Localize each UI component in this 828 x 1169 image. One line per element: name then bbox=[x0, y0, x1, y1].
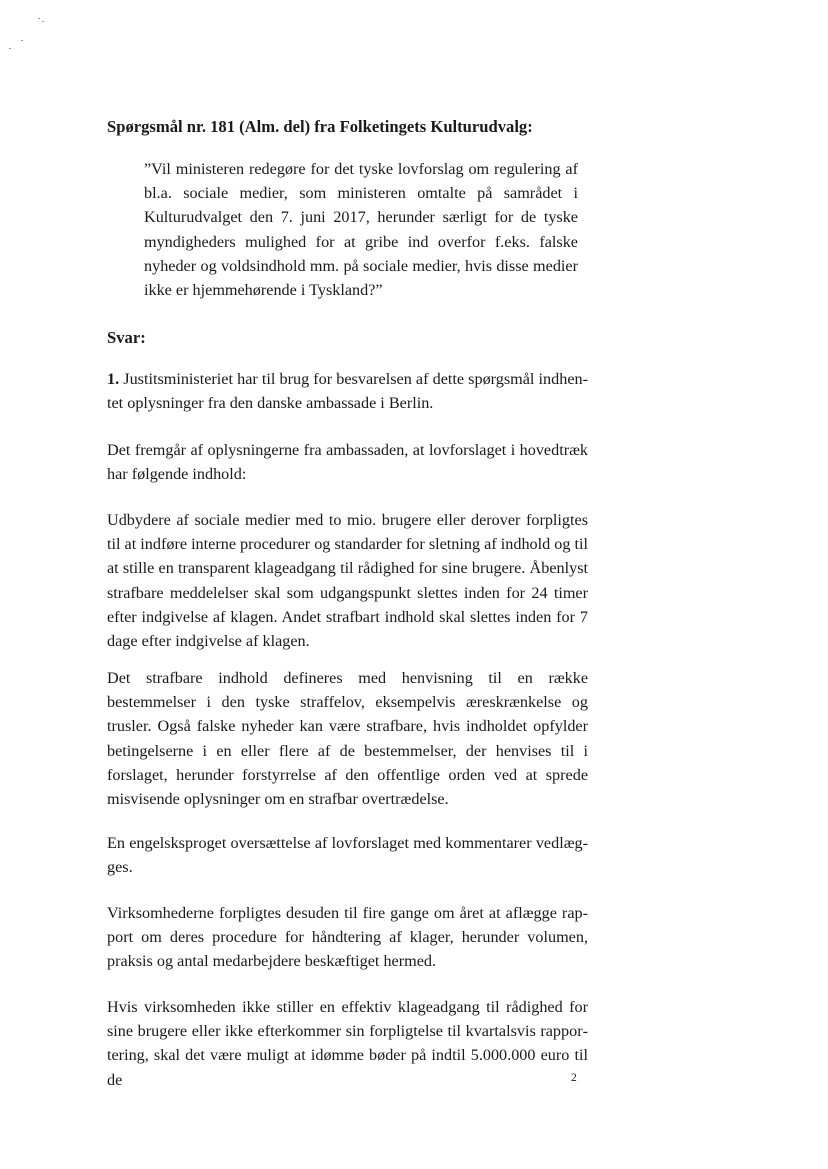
paragraph-text: Justitsministeriet har til brug for besvarelsen af dette spørgsmål indhentet oplysninger fra den danske ambassade i Berlin. bbox=[107, 370, 588, 413]
answer-paragraph-4: Det strafbare indhold defineres med henvisning til en række bestemmelser i den tyske straffelov, eksempelvis æreskrænkelse og trusler. Også falske nyheder kan være strafbare, hvis indholdet opfylder betingelserne i en eller flere af de bestemmelser, der henvises til i forslaget, herunder forstyrrelse af den offentlige orden ved at sprede misvisende oplysninger om en strafbar overtrædelse. bbox=[107, 669, 588, 809]
answer-label: Svar: bbox=[107, 328, 146, 347]
answer-paragraph-1 bbox=[107, 367, 588, 415]
page-number: 2 bbox=[571, 1072, 577, 1084]
question-heading: Spørgsmål nr. 181 (Alm. del) fra Folketingets Kulturudvalg: bbox=[107, 117, 533, 136]
scan-speck bbox=[42, 21, 44, 22]
paragraph-number: 1. bbox=[107, 370, 120, 388]
answer-paragraph-3: Udbydere af sociale medier med to mio. brugere eller derover forpligtes til at indføre interne procedurer og standarder for sletning af indhold og til at stille en transparent klageadgang til rådighed for sine brugere. Åbenlyst strafbare meddelelser skal som udgangspunkt slettes inden for 24 timer efter indgivelse af klagen. Andet strafbart indhold skal slettes inden for 7 dage efter indgivelse af klagen. bbox=[107, 511, 588, 651]
answer-paragraph-7: Hvis virksomheden ikke stiller en effektiv klageadgang til rådighed for sine brugere eller ikke efterkommer sin forpligtelse til kvartalsvis rapportering, skal det være muligt at idømme bøder på indtil 5.000.000 euro til de bbox=[107, 998, 588, 1089]
scan-speck bbox=[38, 18, 40, 19]
answer-paragraph-2: Det fremgår af oplysningerne fra ambassaden, at lovforslaget i hovedtræk har følgende indhold: bbox=[107, 441, 588, 484]
answer-paragraph-6: Virksomhederne forpligtes desuden til fire gange om året at aflægge rapport om deres procedure for håndtering af klager, herunder volumen, praksis og antal medarbejdere beskæftiget hermed. bbox=[107, 904, 588, 971]
question-quote: ”Vil ministeren redegøre for det tyske lovforslag om regulering af bl.a. sociale medier, som ministeren omtalte på samrådet i Kulturudvalget den 7. juni 2017, herunder særligt for de tyske myndigheders mulighed for at gribe ind overfor f.eks. falske nyheder og voldsindhold mm. på sociale medier, hvis disse medier ikke er hjemmehørende i Tyskland?” bbox=[144, 160, 578, 300]
scan-speck bbox=[21, 40, 23, 41]
scan-speck bbox=[9, 48, 11, 49]
scan-specks bbox=[6, 10, 36, 50]
answer-paragraph-5: En engelsksproget oversættelse af lovforslaget med kommentarer vedlægges. bbox=[107, 834, 588, 877]
